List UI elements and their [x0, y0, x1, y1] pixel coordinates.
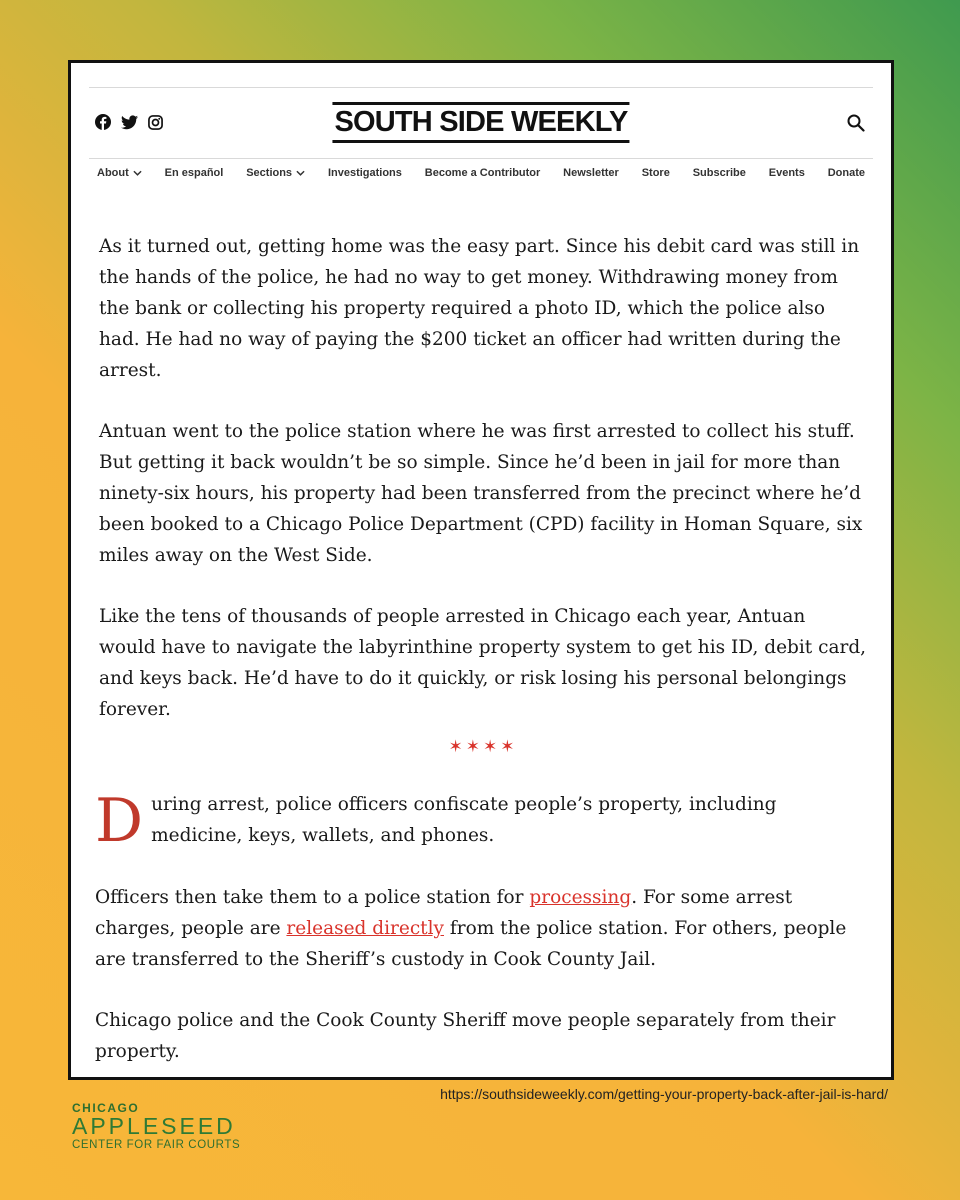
paragraph-text: Officers then take them to a police station for [95, 887, 530, 908]
paragraph-text: from the police station. For others, people are transferred to the Sheriff’s custody in Cook County Jail. [95, 918, 847, 970]
paragraph [95, 882, 867, 975]
nav-item-become-a-contributor[interactable] [425, 167, 541, 179]
article-body [95, 231, 867, 1080]
source-url: https://southsideweekly.com/getting-your-property-back-after-jail-is-hard/ [440, 1086, 888, 1102]
nav-item-subscribe[interactable] [693, 167, 746, 179]
paragraph-text: . For some arrest charges, people are [95, 887, 793, 939]
appleseed-logo [72, 1102, 240, 1152]
nav-item-label: Newsletter [563, 167, 619, 179]
nav-item-sections[interactable] [246, 167, 305, 179]
section-divider-stars: ✶✶✶✶ [448, 737, 518, 757]
nav-item-label: Become a Contributor [424, 167, 541, 179]
nav-item-label: Donate [827, 167, 865, 179]
nav-item-donate[interactable] [828, 167, 865, 179]
brand-sub-text: CENTER FOR FAIR COURTS [72, 1139, 241, 1151]
search-icon[interactable] [847, 114, 865, 136]
nav-item-about[interactable] [97, 167, 142, 179]
nav-item-label: Subscribe [692, 167, 746, 179]
nav-item-investigations[interactable] [328, 167, 402, 179]
facebook-icon[interactable] [95, 114, 111, 130]
nav-item-label: Sections [246, 167, 293, 179]
nav-item-events[interactable] [769, 167, 805, 179]
dropcap-paragraph [95, 786, 867, 856]
instagram-icon[interactable] [148, 115, 163, 130]
twitter-icon[interactable] [121, 115, 138, 130]
processing-link[interactable]: processing [529, 887, 632, 908]
site-header [89, 87, 873, 159]
chevron-down-icon [296, 167, 305, 179]
nav-item-label: Investigations [327, 167, 402, 179]
brand-top-text: CHICAGO [72, 1101, 140, 1115]
nav-item-label: About [97, 167, 129, 179]
site-logo[interactable] [332, 102, 629, 143]
nav-item-label: Store [641, 167, 670, 179]
paragraph: Chicago police and the Cook County Sheriff move people separately from their property. [95, 1010, 836, 1062]
dropcap-letter: D [95, 786, 144, 856]
nav-item-newsletter[interactable] [563, 167, 619, 179]
social-links [95, 114, 163, 130]
dropcap-paragraph-text: uring arrest, police officers confiscate people’s property, including medicine, keys, wallets, and phones. [151, 794, 777, 846]
chevron-down-icon [133, 167, 142, 179]
article-screenshot-card [68, 60, 894, 1080]
nav-item-en-espa-ol[interactable] [165, 167, 224, 179]
nav-item-label: Events [768, 167, 805, 179]
brand-main-text: APPLESEED [72, 1113, 236, 1139]
paragraph: Like the tens of thousands of people arrested in Chicago each year, Antuan would have to navigate the labyrinthine property system to get his ID, debit card, and keys back. He’d have to do it quickly, or risk losing his personal belongings forever. [99, 606, 867, 720]
paragraph: Antuan went to the police station where he was first arrested to collect his stuff. But getting it back wouldn’t be so simple. Since he’d been in jail for more than ninety-six hours, his property had been transferred from the precinct where he’d been booked to a Chicago Police Department (CPD) facility in Homan Square, six miles away on the West Side. [99, 421, 863, 566]
main-nav [89, 163, 873, 183]
paragraph: As it turned out, getting home was the easy part. Since his debit card was still in the hands of the police, he had no way to get money. Withdrawing money from the bank or collecting his property required a photo ID, which the police also had. He had no way of paying the $200 ticket an officer had written during the arrest. [99, 236, 860, 381]
logo-text: SOUTH SIDE WEEKLY [332, 102, 629, 143]
nav-item-label: En español [164, 167, 224, 179]
released-directly-link[interactable]: released directly [286, 918, 444, 939]
nav-item-store[interactable] [642, 167, 670, 179]
